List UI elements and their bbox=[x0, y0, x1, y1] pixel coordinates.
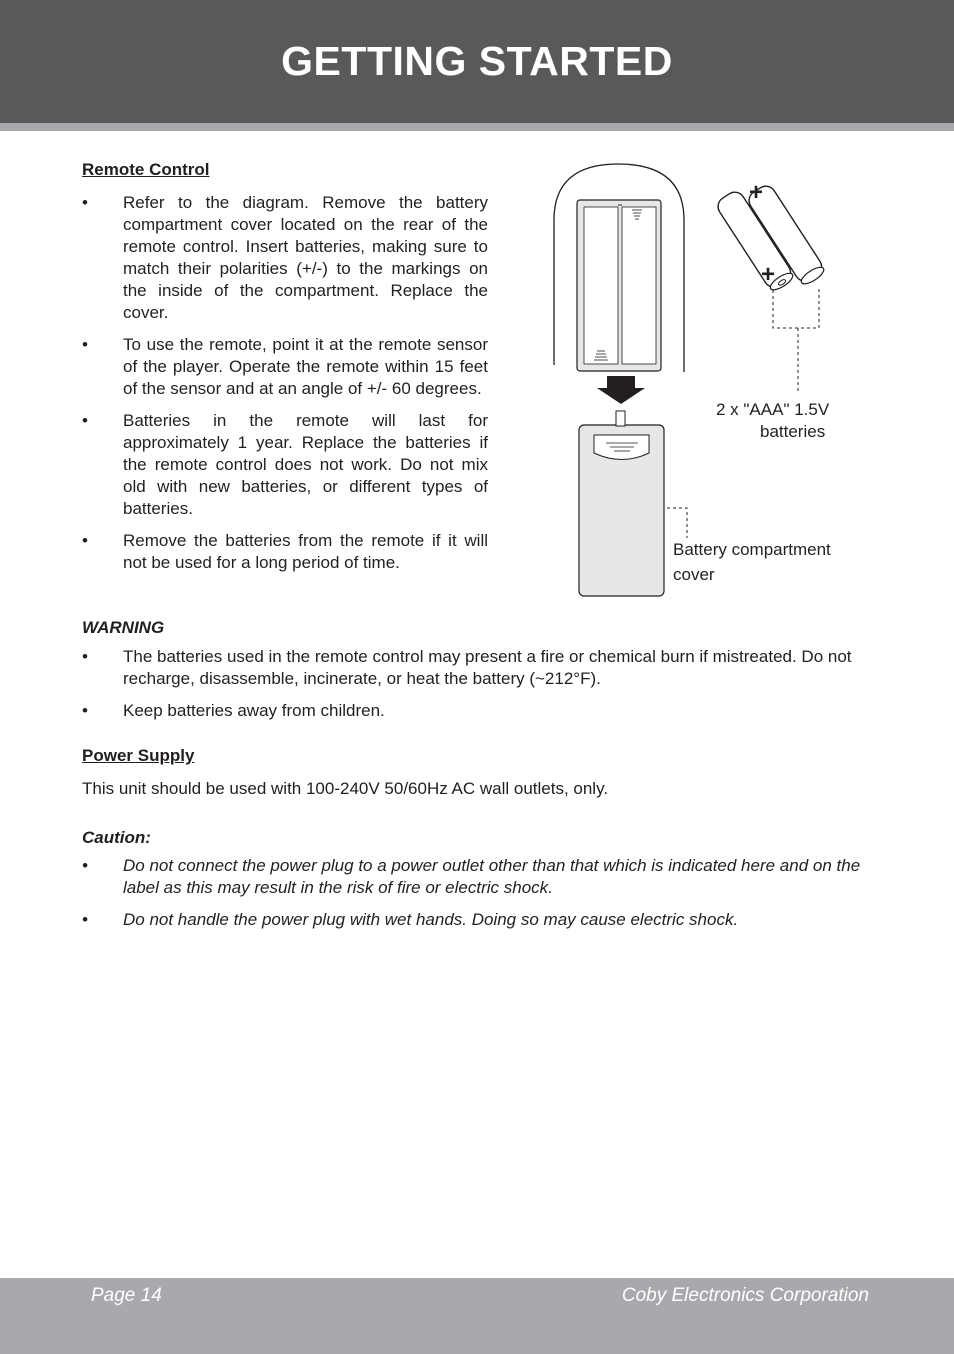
list-item-text: Batteries in the remote will last for approximately 1 year. Replace the batteries if the remote control does not work. Do not mix old with new batteries, or different types of batteries. bbox=[123, 411, 488, 518]
remote-control-heading: Remote Control bbox=[82, 160, 210, 179]
list-item-text: Remove the batteries from the remote if it will not be used for a long period of time. bbox=[123, 531, 488, 572]
list-item bbox=[82, 410, 488, 520]
list-item-text: To use the remote, point it at the remote sensor of the player. Operate the remote within 15 feet of the sensor and at an angle of +/- 60 degrees. bbox=[123, 335, 488, 398]
bullet-glyph: • bbox=[82, 335, 88, 354]
list-item bbox=[82, 909, 882, 931]
company-name: Coby Electronics Corporation bbox=[621, 1285, 869, 1306]
remote-control-list bbox=[82, 192, 488, 584]
header-stripe bbox=[0, 123, 954, 131]
cover-label-line1: Battery compartment bbox=[673, 540, 831, 559]
cover-label-line2: cover bbox=[673, 565, 715, 584]
bullet-glyph: • bbox=[82, 411, 88, 430]
list-item bbox=[82, 700, 882, 722]
bullet-glyph: • bbox=[82, 193, 88, 212]
battery-diagram-drawing bbox=[550, 160, 840, 602]
plus-sign: + bbox=[749, 179, 764, 206]
bullet-glyph: • bbox=[82, 647, 88, 666]
caution-heading: Caution: bbox=[82, 828, 151, 847]
list-item-text: Do not handle the power plug with wet hands. Doing so may cause electric shock. bbox=[123, 910, 739, 929]
list-item bbox=[82, 646, 882, 690]
list-item bbox=[82, 192, 488, 324]
bullet-glyph: • bbox=[82, 910, 88, 929]
list-item bbox=[82, 855, 882, 899]
warning-heading: WARNING bbox=[82, 618, 165, 637]
list-item-text: The batteries used in the remote control may present a fire or chemical burn if mistreated. Do not recharge, disassemble, incinerate, or heat the battery (~212°F). bbox=[123, 647, 852, 688]
battery-leader-line bbox=[773, 287, 819, 392]
battery-label-line1: 2 x "AAA" 1.5V bbox=[716, 400, 830, 419]
list-item-text: Do not connect the power plug to a power outlet other than that which is indicated here and on the label as this may result in the risk of fire or electric shock. bbox=[123, 856, 861, 897]
list-item bbox=[82, 334, 488, 400]
list-item-text: Keep batteries away from children. bbox=[123, 701, 385, 720]
battery-label-line2: batteries bbox=[760, 422, 826, 441]
power-supply-heading: Power Supply bbox=[82, 746, 195, 765]
warning-list bbox=[82, 646, 882, 732]
page-number: Page 14 bbox=[91, 1285, 162, 1306]
battery-diagram bbox=[550, 160, 840, 602]
bullet-glyph: • bbox=[82, 531, 88, 550]
page-title: GETTING STARTED bbox=[281, 38, 673, 84]
power-supply-text: This unit should be used with 100-240V 50/60Hz AC wall outlets, only. bbox=[82, 779, 609, 798]
plus-sign: + bbox=[761, 261, 776, 288]
list-item-text: Refer to the diagram. Remove the battery compartment cover located on the rear of the remote control. Insert batteries, making sure to match their polarities (+/-) to the markings on the inside of the compartment. Replace the cover. bbox=[123, 193, 488, 322]
list-item bbox=[82, 530, 488, 574]
arrow-down-icon bbox=[597, 376, 645, 404]
cover-leader-line bbox=[667, 508, 687, 538]
caution-list bbox=[82, 855, 882, 941]
bullet-glyph: • bbox=[82, 701, 88, 720]
bullet-glyph: • bbox=[82, 856, 88, 875]
